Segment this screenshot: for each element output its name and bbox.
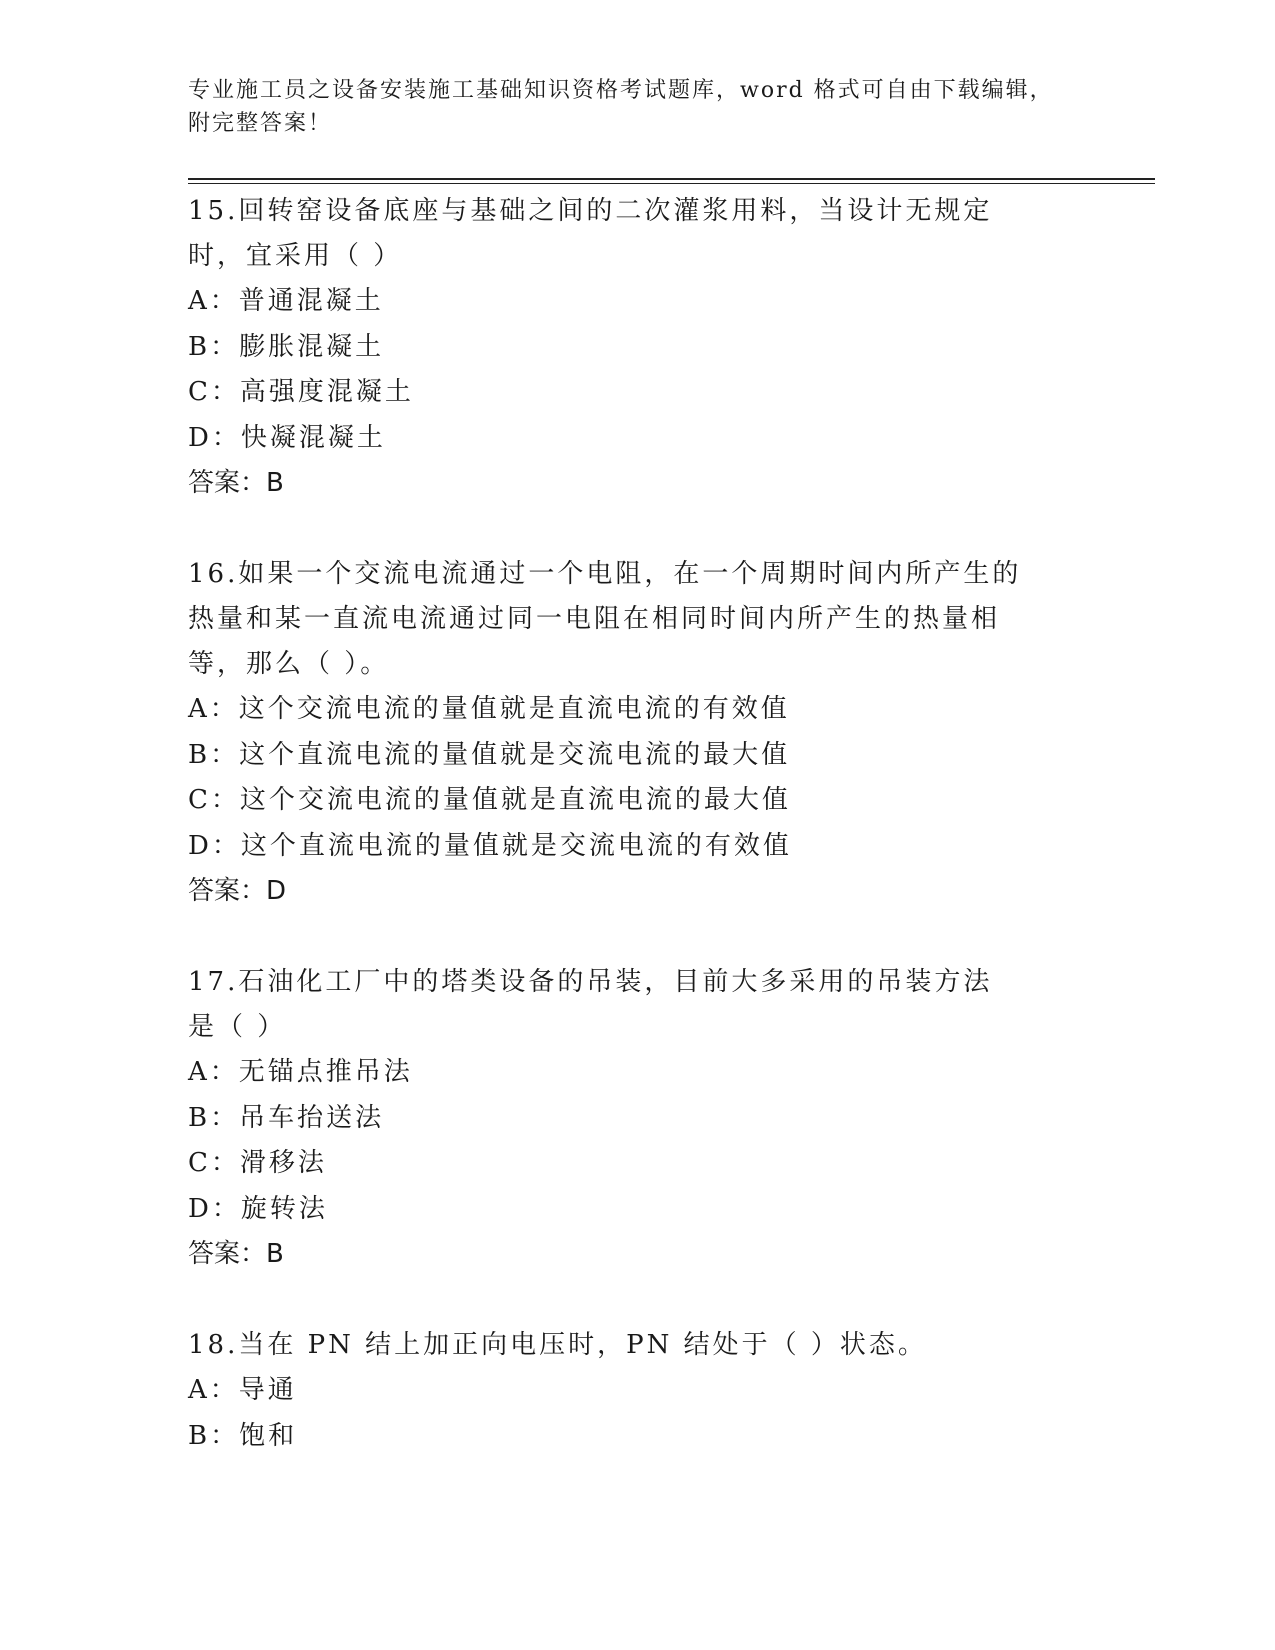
question-text: 18.当在 PN 结上加正向电压时，PN 结处于（ ）状态。: [188, 1330, 927, 1360]
question-15: [188, 189, 1088, 506]
option-a: A：无锚点推吊法: [188, 1057, 413, 1087]
document-header: 专业施工员之设备安装施工基础知识资格考试题库，word 格式可自由下载编辑， 附完整答案！: [188, 78, 1054, 136]
option-b: B：吊车抬送法: [188, 1102, 385, 1133]
option-d: D：快凝混凝土: [188, 422, 386, 453]
option-b: B：饱和: [188, 1420, 298, 1451]
answer-line: 答案：D: [188, 876, 287, 906]
question-text: 17.石油化工厂中的塔类设备的吊装，目前大多采用的吊装方法是（ ）: [188, 967, 993, 1042]
header-divider-thick: [188, 178, 1155, 180]
answer-line: 答案：B: [188, 468, 284, 498]
question-17: [188, 960, 1088, 1277]
question-18: [188, 1323, 1088, 1459]
question-text: 15.回转窑设备底座与基础之间的二次灌浆用料，当设计无规定时，宜采用（ ）: [188, 196, 993, 271]
option-a: A：这个交流电流的量值就是直流电流的有效值: [188, 694, 790, 724]
option-c: C：滑移法: [188, 1148, 327, 1178]
header-divider-thin: [188, 183, 1155, 184]
option-d: D：旋转法: [188, 1193, 328, 1224]
option-c: C：这个交流电流的量值就是直流电流的最大值: [188, 785, 791, 815]
option-a: A：导通: [188, 1375, 297, 1405]
option-a: A：普通混凝土: [188, 286, 384, 316]
option-c: C：高强度混凝土: [188, 377, 414, 407]
question-text: 16.如果一个交流电流通过一个电阻，在一个周期时间内所产生的热量和某一直流电流通过同一电阻在相同时间内所产生的热量相等，那么（ ）。: [188, 559, 1022, 679]
option-d: D：这个直流电流的量值就是交流电流的有效值: [188, 830, 792, 861]
option-b: B：膨胀混凝土: [188, 331, 385, 362]
answer-line: 答案：B: [188, 1239, 284, 1269]
question-16: [188, 552, 1088, 914]
option-b: B：这个直流电流的量值就是交流电流的最大值: [188, 739, 791, 770]
question-list: [188, 189, 1088, 1505]
